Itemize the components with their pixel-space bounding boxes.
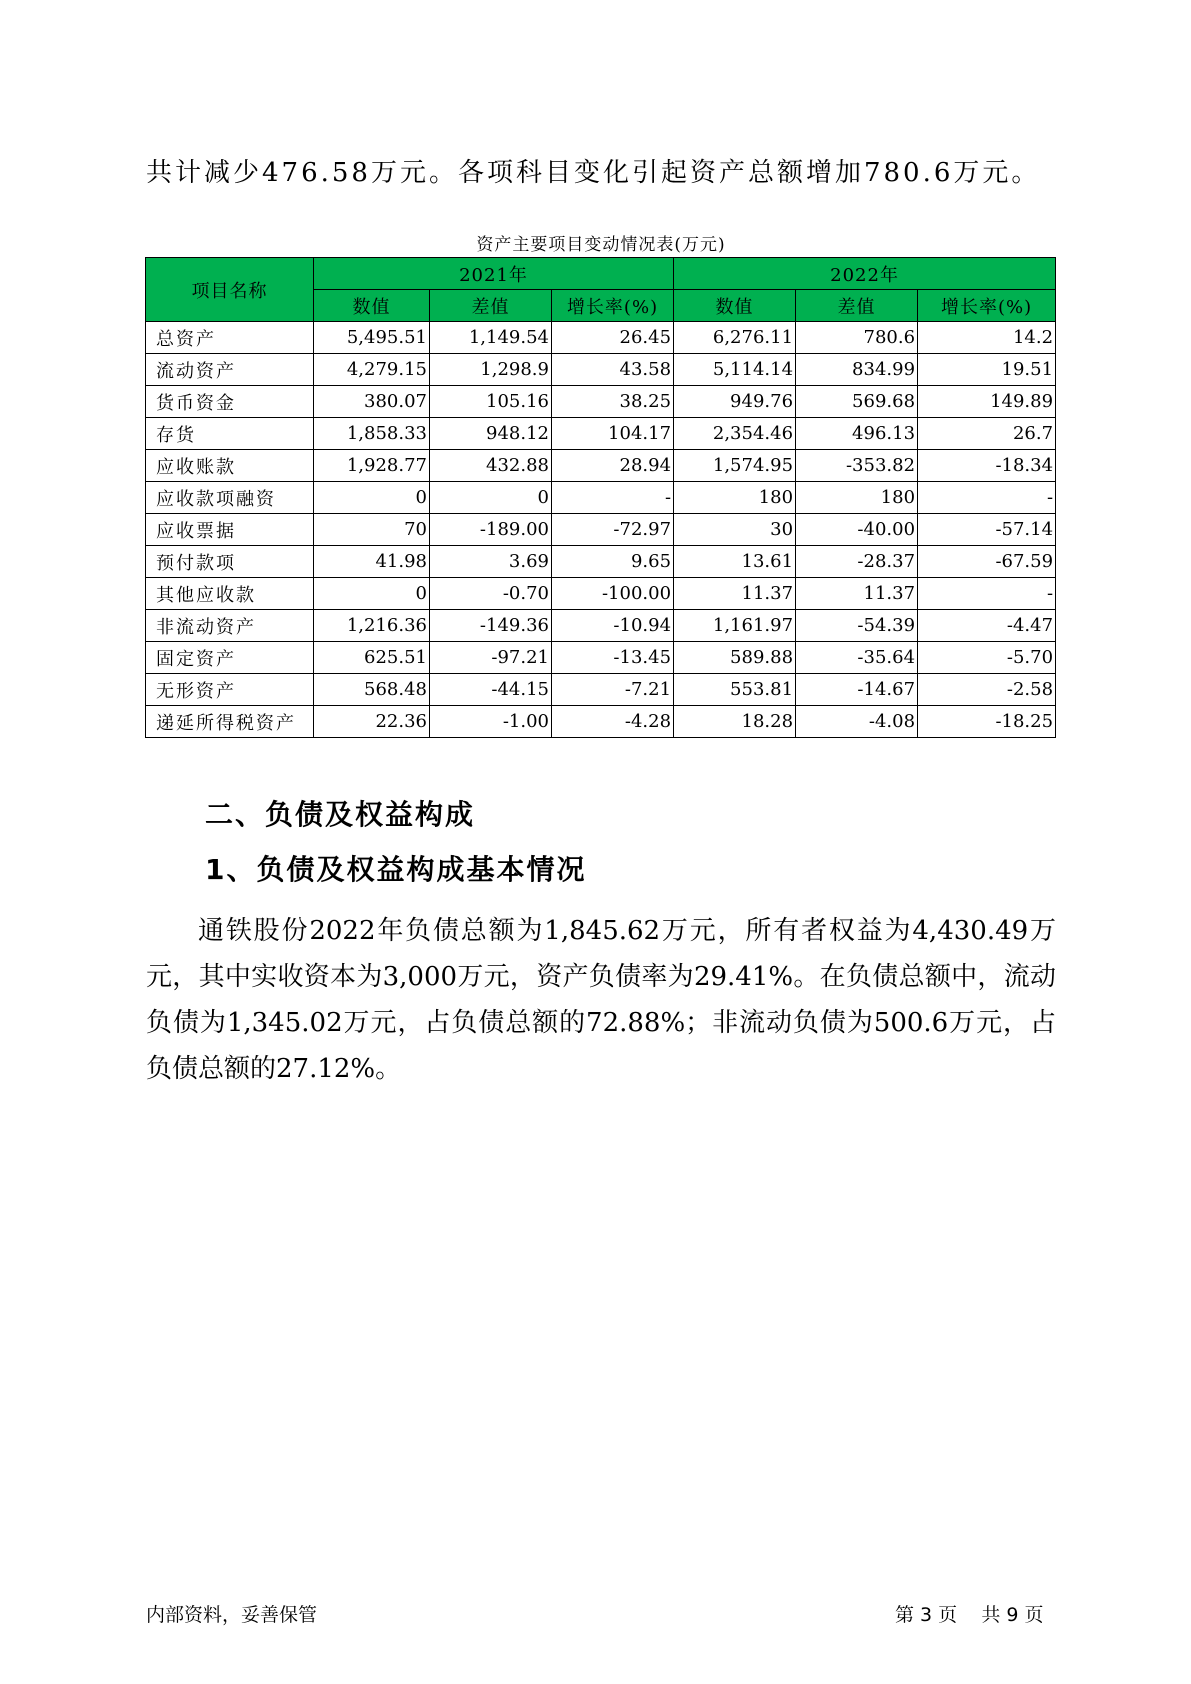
table-cell: 0 bbox=[314, 482, 430, 514]
table-cell: 1,858.33 bbox=[314, 418, 430, 450]
table-cell: -67.59 bbox=[918, 546, 1056, 578]
table-cell: 14.2 bbox=[918, 322, 1056, 354]
table-cell: 3.69 bbox=[430, 546, 552, 578]
row-label: 应收账款 bbox=[146, 450, 314, 482]
table-cell: 948.12 bbox=[430, 418, 552, 450]
table-cell: -4.47 bbox=[918, 610, 1056, 642]
header-year-2021: 2021年 bbox=[314, 258, 674, 290]
table-cell: 1,298.9 bbox=[430, 354, 552, 386]
subsection-heading: 1、负债及权益构成基本情况 bbox=[205, 853, 587, 886]
table-cell: 38.25 bbox=[552, 386, 674, 418]
header-year-2022: 2022年 bbox=[674, 258, 1056, 290]
table-cell: 568.48 bbox=[314, 674, 430, 706]
table-cell: -14.67 bbox=[796, 674, 918, 706]
table-cell: -1.00 bbox=[430, 706, 552, 738]
table-cell: -7.21 bbox=[552, 674, 674, 706]
table-cell: 149.89 bbox=[918, 386, 1056, 418]
row-label: 预付款项 bbox=[146, 546, 314, 578]
table-cell: -2.58 bbox=[918, 674, 1056, 706]
row-label: 非流动资产 bbox=[146, 610, 314, 642]
table-cell: 380.07 bbox=[314, 386, 430, 418]
table-cell: 1,574.95 bbox=[674, 450, 796, 482]
table-cell: 496.13 bbox=[796, 418, 918, 450]
table-cell: 0 bbox=[430, 482, 552, 514]
row-label: 其他应收款 bbox=[146, 578, 314, 610]
body-paragraph: 通铁股份2022年负债总额为1,845.62万元，所有者权益为4,430.49万元，其中实收资本为3,000万元，资产负债率为29.41%。在负债总额中，流动负债为1,345.02万元，占负债总额的72.88%；非流动负债为500.6万元，占负债总额的27.12%。 bbox=[146, 916, 1056, 1084]
table-cell: 4,279.15 bbox=[314, 354, 430, 386]
table-cell: -72.97 bbox=[552, 514, 674, 546]
table-cell: -100.00 bbox=[552, 578, 674, 610]
footer-note: 内部资料，妥善保管 bbox=[146, 1604, 318, 1626]
intro-paragraph: 共计减少476.58万元。各项科目变化引起资产总额增加780.6万元。 bbox=[146, 158, 1041, 188]
table-cell: 70 bbox=[314, 514, 430, 546]
table-cell: 18.28 bbox=[674, 706, 796, 738]
table-row bbox=[146, 674, 1056, 706]
row-label: 无形资产 bbox=[146, 674, 314, 706]
table-row bbox=[146, 482, 1056, 514]
table-cell: -5.70 bbox=[918, 642, 1056, 674]
table-cell: -10.94 bbox=[552, 610, 674, 642]
page-number bbox=[895, 1600, 1044, 1627]
table-cell: - bbox=[552, 482, 674, 514]
table-cell: 105.16 bbox=[430, 386, 552, 418]
table-cell: 13.61 bbox=[674, 546, 796, 578]
section-heading: 二、负债及权益构成 bbox=[205, 798, 476, 831]
table-cell: -4.28 bbox=[552, 706, 674, 738]
table-row bbox=[146, 706, 1056, 738]
table-cell: -13.45 bbox=[552, 642, 674, 674]
table-cell: -40.00 bbox=[796, 514, 918, 546]
table-cell: 11.37 bbox=[674, 578, 796, 610]
table-cell: -44.15 bbox=[430, 674, 552, 706]
table-cell: 22.36 bbox=[314, 706, 430, 738]
table-row bbox=[146, 354, 1056, 386]
page-total: 共 9 页 bbox=[981, 1604, 1044, 1626]
table-cell: 1,149.54 bbox=[430, 322, 552, 354]
table-cell: 26.7 bbox=[918, 418, 1056, 450]
table-cell: 28.94 bbox=[552, 450, 674, 482]
table-cell: 180 bbox=[674, 482, 796, 514]
table-cell: 569.68 bbox=[796, 386, 918, 418]
table-cell: - bbox=[918, 482, 1056, 514]
table-cell: 26.45 bbox=[552, 322, 674, 354]
table-cell: 11.37 bbox=[796, 578, 918, 610]
subheader-value-2022: 数值 bbox=[674, 290, 796, 322]
table-cell: -54.39 bbox=[796, 610, 918, 642]
table-cell: 949.76 bbox=[674, 386, 796, 418]
row-label: 总资产 bbox=[146, 322, 314, 354]
subheader-diff-2021: 差值 bbox=[430, 290, 552, 322]
row-label: 应收票据 bbox=[146, 514, 314, 546]
row-label: 固定资产 bbox=[146, 642, 314, 674]
table-cell: 780.6 bbox=[796, 322, 918, 354]
row-label: 应收款项融资 bbox=[146, 482, 314, 514]
table-row bbox=[146, 450, 1056, 482]
table-cell: 19.51 bbox=[918, 354, 1056, 386]
table-cell: -97.21 bbox=[430, 642, 552, 674]
subheader-growth-2021: 增长率(%) bbox=[552, 290, 674, 322]
table-row bbox=[146, 514, 1056, 546]
table-cell: 589.88 bbox=[674, 642, 796, 674]
assets-change-table bbox=[145, 257, 1056, 738]
table-row bbox=[146, 610, 1056, 642]
table-cell: 180 bbox=[796, 482, 918, 514]
row-label: 递延所得税资产 bbox=[146, 706, 314, 738]
table-cell: -57.14 bbox=[918, 514, 1056, 546]
table-body bbox=[146, 322, 1056, 738]
table-cell: 553.81 bbox=[674, 674, 796, 706]
page-current: 第 3 页 bbox=[895, 1604, 958, 1626]
table-cell: -28.37 bbox=[796, 546, 918, 578]
table-cell: 834.99 bbox=[796, 354, 918, 386]
table-cell: -18.25 bbox=[918, 706, 1056, 738]
table-cell: 0 bbox=[314, 578, 430, 610]
table-cell: 41.98 bbox=[314, 546, 430, 578]
subheader-growth-2022: 增长率(%) bbox=[918, 290, 1056, 322]
table-row bbox=[146, 418, 1056, 450]
subheader-value-2021: 数值 bbox=[314, 290, 430, 322]
table-cell: 432.88 bbox=[430, 450, 552, 482]
table-cell: 625.51 bbox=[314, 642, 430, 674]
table-cell: -0.70 bbox=[430, 578, 552, 610]
table-cell: -18.34 bbox=[918, 450, 1056, 482]
table-cell: 1,928.77 bbox=[314, 450, 430, 482]
table-cell: 2,354.46 bbox=[674, 418, 796, 450]
subheader-diff-2022: 差值 bbox=[796, 290, 918, 322]
table-cell: 5,114.14 bbox=[674, 354, 796, 386]
table-cell: 6,276.11 bbox=[674, 322, 796, 354]
header-item-name: 项目名称 bbox=[146, 258, 314, 322]
table-row bbox=[146, 578, 1056, 610]
table-cell: - bbox=[918, 578, 1056, 610]
table-row bbox=[146, 546, 1056, 578]
row-label: 存货 bbox=[146, 418, 314, 450]
table-cell: 43.58 bbox=[552, 354, 674, 386]
table-cell: 5,495.51 bbox=[314, 322, 430, 354]
table-row bbox=[146, 386, 1056, 418]
table-caption: 资产主要项目变动情况表(万元) bbox=[476, 235, 726, 255]
table-cell: -35.64 bbox=[796, 642, 918, 674]
table-row bbox=[146, 642, 1056, 674]
table-cell: -149.36 bbox=[430, 610, 552, 642]
table-cell: 104.17 bbox=[552, 418, 674, 450]
table-row bbox=[146, 322, 1056, 354]
table-cell: 9.65 bbox=[552, 546, 674, 578]
table-cell: -189.00 bbox=[430, 514, 552, 546]
table-cell: 1,161.97 bbox=[674, 610, 796, 642]
table-cell: -4.08 bbox=[796, 706, 918, 738]
table-cell: 1,216.36 bbox=[314, 610, 430, 642]
table-cell: 30 bbox=[674, 514, 796, 546]
table-cell: -353.82 bbox=[796, 450, 918, 482]
row-label: 货币资金 bbox=[146, 386, 314, 418]
row-label: 流动资产 bbox=[146, 354, 314, 386]
